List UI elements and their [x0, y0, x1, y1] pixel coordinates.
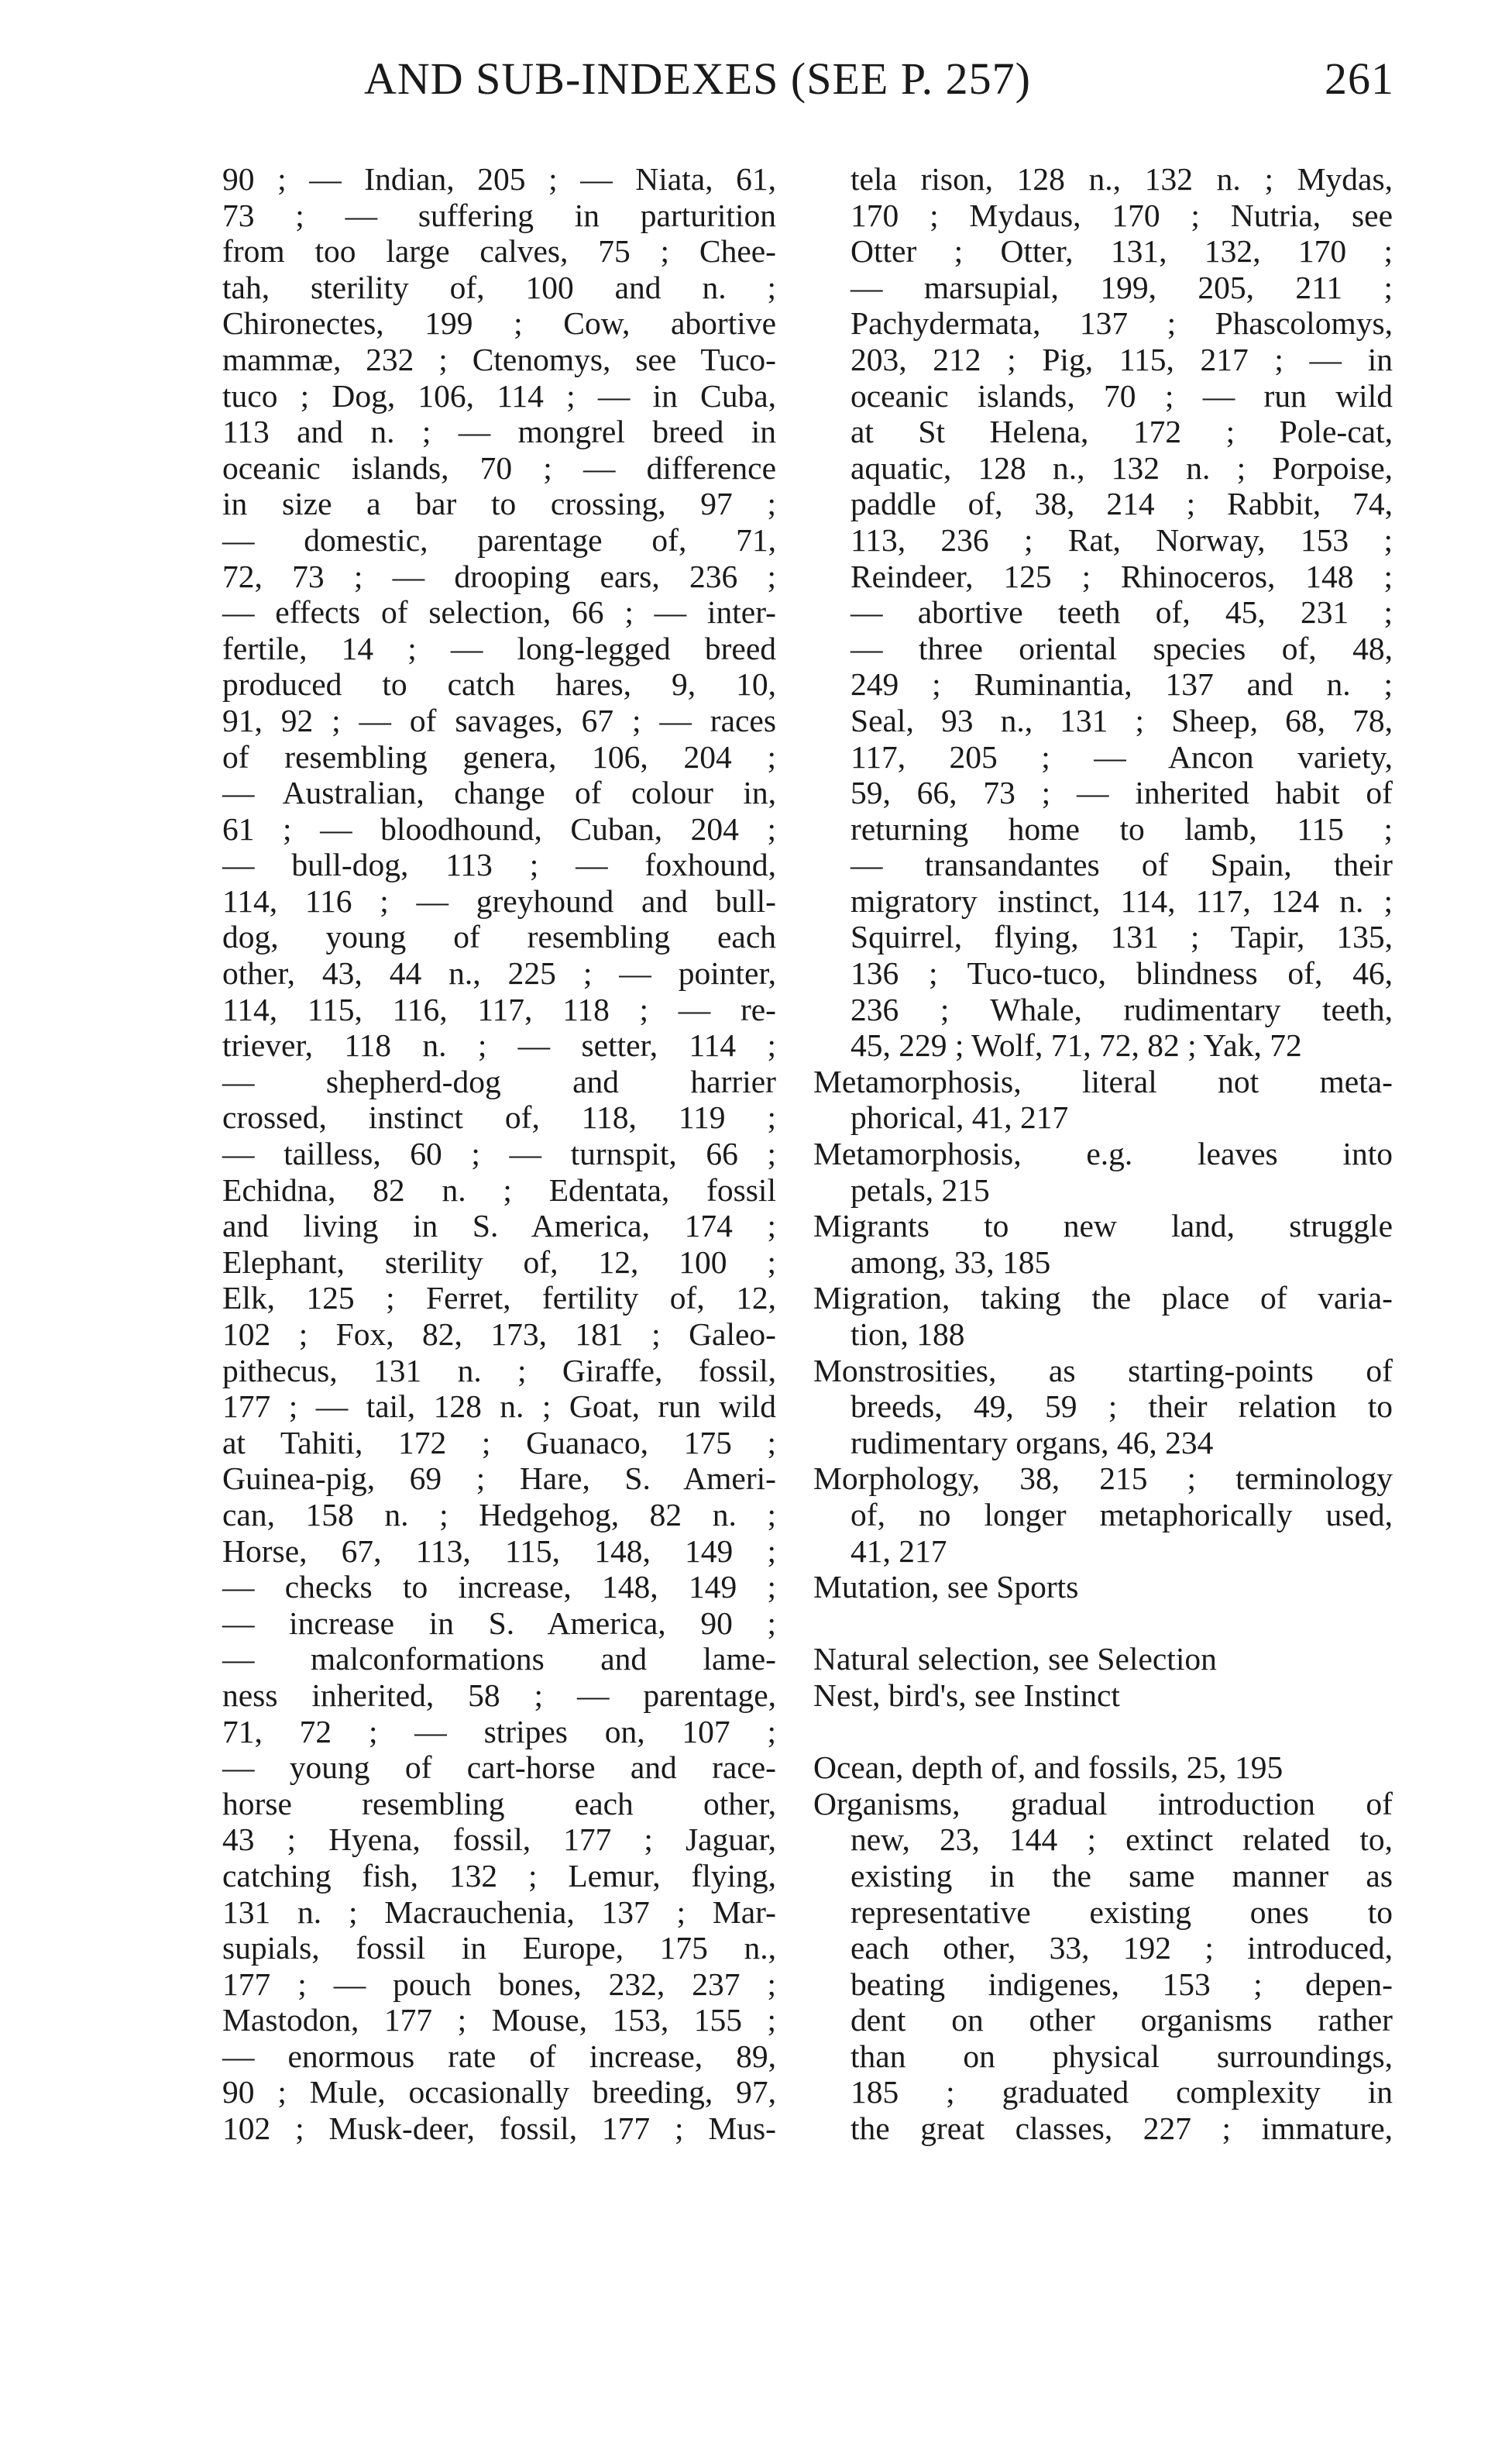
index-line: 91, 92 ; — of savages, 67 ; — races: [222, 702, 776, 738]
index-line: Echidna, 82 n. ; Edentata, fossil: [222, 1171, 776, 1208]
index-line: each other, 33, 192 ; introduced,: [850, 1930, 1393, 1966]
index-line: Pachydermata, 137 ; Phascolomys,: [850, 305, 1393, 342]
index-line: existing in the same manner as: [850, 1857, 1393, 1894]
index-line: breeds, 49, 59 ; their relation to: [850, 1388, 1393, 1425]
index-line: — effects of selection, 66 ; — inter-: [222, 594, 776, 631]
index-line: Chironectes, 199 ; Cow, abortive: [222, 305, 776, 342]
index-line: tion, 188: [850, 1316, 965, 1352]
index-line: other, 43, 44 n., 225 ; — pointer,: [222, 955, 776, 992]
index-line: returning home to lamb, 115 ;: [850, 810, 1393, 847]
index-line: 117, 205 ; — Ancon variety,: [850, 738, 1393, 775]
index-line: — three oriental species of, 48,: [850, 630, 1393, 666]
index-line: — tailless, 60 ; — turnspit, 66 ;: [222, 1136, 776, 1172]
page-number: 261: [1325, 53, 1394, 104]
index-line: tah, sterility of, 100 and n. ;: [222, 269, 776, 305]
index-line: than on physical surroundings,: [850, 2038, 1393, 2074]
index-line: 185 ; graduated complexity in: [850, 2074, 1393, 2110]
index-line: 72, 73 ; — drooping ears, 236 ;: [222, 558, 776, 594]
index-line: among, 33, 185: [850, 1243, 1051, 1280]
index-line: Natural selection, see Selection: [813, 1641, 1217, 1677]
index-line: 71, 72 ; — stripes on, 107 ;: [222, 1713, 776, 1749]
index-line: aquatic, 128 n., 132 n. ; Porpoise,: [850, 449, 1393, 486]
index-line: 177 ; — pouch bones, 232, 237 ;: [222, 1966, 776, 2002]
index-line: Reindeer, 125 ; Rhinoceros, 148 ;: [850, 558, 1393, 594]
index-line: migratory instinct, 114, 117, 124 n. ;: [850, 882, 1393, 919]
index-line: 249 ; Ruminantia, 137 and n. ;: [850, 666, 1393, 703]
index-line: of resembling genera, 106, 204 ;: [222, 738, 776, 775]
index-line: new, 23, 144 ; extinct related to,: [850, 1821, 1393, 1858]
index-line: 131 n. ; Macrauchenia, 137 ; Mar-: [222, 1894, 776, 1930]
index-line: rudimentary organs, 46, 234: [850, 1424, 1214, 1460]
index-line: dent on other organisms rather: [850, 2002, 1393, 2038]
index-line: Organisms, gradual introduction of: [813, 1785, 1393, 1821]
index-line: triever, 118 n. ; — setter, 114 ;: [222, 1027, 776, 1064]
index-line: and living in S. America, 174 ;: [222, 1208, 776, 1244]
index-line: in size a bar to crossing, 97 ;: [222, 486, 776, 522]
index-line: Migration, taking the place of varia-: [813, 1280, 1393, 1316]
index-line: — shepherd-dog and harrier: [222, 1063, 776, 1099]
index-line: oceanic islands, 70 ; — difference: [222, 449, 776, 486]
index-line: Monstrosities, as starting-points of: [813, 1352, 1393, 1388]
index-line: produced to catch hares, 9, 10,: [222, 666, 776, 703]
index-line: 114, 116 ; — greyhound and bull-: [222, 882, 776, 919]
index-line: fertile, 14 ; — long-legged breed: [222, 630, 776, 666]
index-line: Horse, 67, 113, 115, 148, 149 ;: [222, 1532, 776, 1569]
index-line: oceanic islands, 70 ; — run wild: [850, 377, 1393, 414]
index-line: 43 ; Hyena, fossil, 177 ; Jaguar,: [222, 1821, 776, 1858]
index-line: — abortive teeth of, 45, 231 ;: [850, 594, 1393, 631]
index-line: at Tahiti, 172 ; Guanaco, 175 ;: [222, 1424, 776, 1460]
index-column-right: [813, 161, 1393, 2147]
index-line: can, 158 n. ; Hedgehog, 82 n. ;: [222, 1496, 776, 1532]
index-line: 203, 212 ; Pig, 115, 217 ; — in: [850, 341, 1393, 377]
index-line: crossed, instinct of, 118, 119 ;: [222, 1099, 776, 1136]
index-line: 136 ; Tuco-tuco, blindness of, 46,: [850, 955, 1393, 992]
index-line: — bull-dog, 113 ; — foxhound,: [222, 847, 776, 883]
index-line: 177 ; — tail, 128 n. ; Goat, run wild: [222, 1388, 776, 1425]
index-line: 45, 229 ; Wolf, 71, 72, 82 ; Yak, 72: [850, 1027, 1302, 1064]
index-line: Ocean, depth of, and fossils, 25, 195: [813, 1749, 1283, 1786]
index-line: 41, 217: [850, 1532, 947, 1569]
index-line: Guinea-pig, 69 ; Hare, S. Ameri-: [222, 1460, 776, 1497]
index-line: — Australian, change of colour in,: [222, 775, 776, 811]
index-line: — young of cart-horse and race-: [222, 1749, 776, 1786]
index-line: 236 ; Whale, rudimentary teeth,: [850, 991, 1393, 1027]
index-line: Elk, 125 ; Ferret, fertility of, 12,: [222, 1280, 776, 1316]
index-line: pithecus, 131 n. ; Giraffe, fossil,: [222, 1352, 776, 1388]
index-line: — malconformations and lame-: [222, 1641, 776, 1677]
index-line: 90 ; — Indian, 205 ; — Niata, 61,: [222, 161, 776, 197]
index-line: Otter ; Otter, 131, 132, 170 ;: [850, 233, 1393, 270]
index-line: horse resembling each other,: [222, 1785, 776, 1821]
index-line: 114, 115, 116, 117, 118 ; — re-: [222, 991, 776, 1027]
index-line: dog, young of resembling each: [222, 919, 776, 955]
index-line: 113, 236 ; Rat, Norway, 153 ;: [850, 521, 1393, 558]
index-line: supials, fossil in Europe, 175 n.,: [222, 1930, 776, 1966]
index-line: representative existing ones to: [850, 1894, 1393, 1930]
index-line: Elephant, sterility of, 12, 100 ;: [222, 1243, 776, 1280]
index-line: paddle of, 38, 214 ; Rabbit, 74,: [850, 486, 1393, 522]
index-line: Morphology, 38, 215 ; terminology: [813, 1460, 1393, 1497]
index-line: catching fish, 132 ; Lemur, flying,: [222, 1857, 776, 1894]
running-head-title: AND SUB-INDEXES (SEE P. 257): [364, 53, 1031, 104]
index-line: Squirrel, flying, 131 ; Tapir, 135,: [850, 919, 1393, 955]
running-head: [364, 48, 1394, 110]
index-line: petals, 215: [850, 1171, 990, 1208]
index-line: 102 ; Musk-deer, fossil, 177 ; Mus-: [222, 2110, 776, 2147]
index-line: 59, 66, 73 ; — inherited habit of: [850, 775, 1393, 811]
index-line: — enormous rate of increase, 89,: [222, 2038, 776, 2074]
index-line: 102 ; Fox, 82, 173, 181 ; Galeo-: [222, 1316, 776, 1352]
index-line: 73 ; — suffering in parturition: [222, 197, 776, 233]
index-line: — checks to increase, 148, 149 ;: [222, 1569, 776, 1605]
index-line: the great classes, 227 ; immature,: [850, 2110, 1393, 2147]
index-line: Migrants to new land, struggle: [813, 1208, 1393, 1244]
index-line: Metamorphosis, e.g. leaves into: [813, 1136, 1393, 1172]
index-line: Nest, bird's, see Instinct: [813, 1677, 1120, 1713]
index-column-left: [222, 161, 776, 2147]
index-line: Mastodon, 177 ; Mouse, 153, 155 ;: [222, 2002, 776, 2038]
index-line: phorical, 41, 217: [850, 1099, 1069, 1136]
index-line: tuco ; Dog, 106, 114 ; — in Cuba,: [222, 377, 776, 414]
index-line: 61 ; — bloodhound, Cuban, 204 ;: [222, 810, 776, 847]
index-line: mammæ, 232 ; Ctenomys, see Tuco-: [222, 341, 776, 377]
index-line: — transandantes of Spain, their: [850, 847, 1393, 883]
index-line: ness inherited, 58 ; — parentage,: [222, 1677, 776, 1713]
index-line: Mutation, see Sports: [813, 1569, 1079, 1605]
index-line: Metamorphosis, literal not meta-: [813, 1063, 1393, 1099]
index-line: beating indigenes, 153 ; depen-: [850, 1966, 1393, 2002]
index-line: — domestic, parentage of, 71,: [222, 521, 776, 558]
index-line: Seal, 93 n., 131 ; Sheep, 68, 78,: [850, 702, 1393, 738]
index-line: from too large calves, 75 ; Chee-: [222, 233, 776, 270]
index-line: at St Helena, 172 ; Pole-cat,: [850, 414, 1393, 450]
index-line: — increase in S. America, 90 ;: [222, 1605, 776, 1641]
index-line: 90 ; Mule, occasionally breeding, 97,: [222, 2074, 776, 2110]
index-line: of, no longer metaphorically used,: [850, 1496, 1393, 1532]
index-line: 170 ; Mydaus, 170 ; Nutria, see: [850, 197, 1393, 233]
index-line: 113 and n. ; — mongrel breed in: [222, 414, 776, 450]
index-line: tela rison, 128 n., 132 n. ; Mydas,: [850, 161, 1393, 197]
index-line: — marsupial, 199, 205, 211 ;: [850, 269, 1393, 305]
